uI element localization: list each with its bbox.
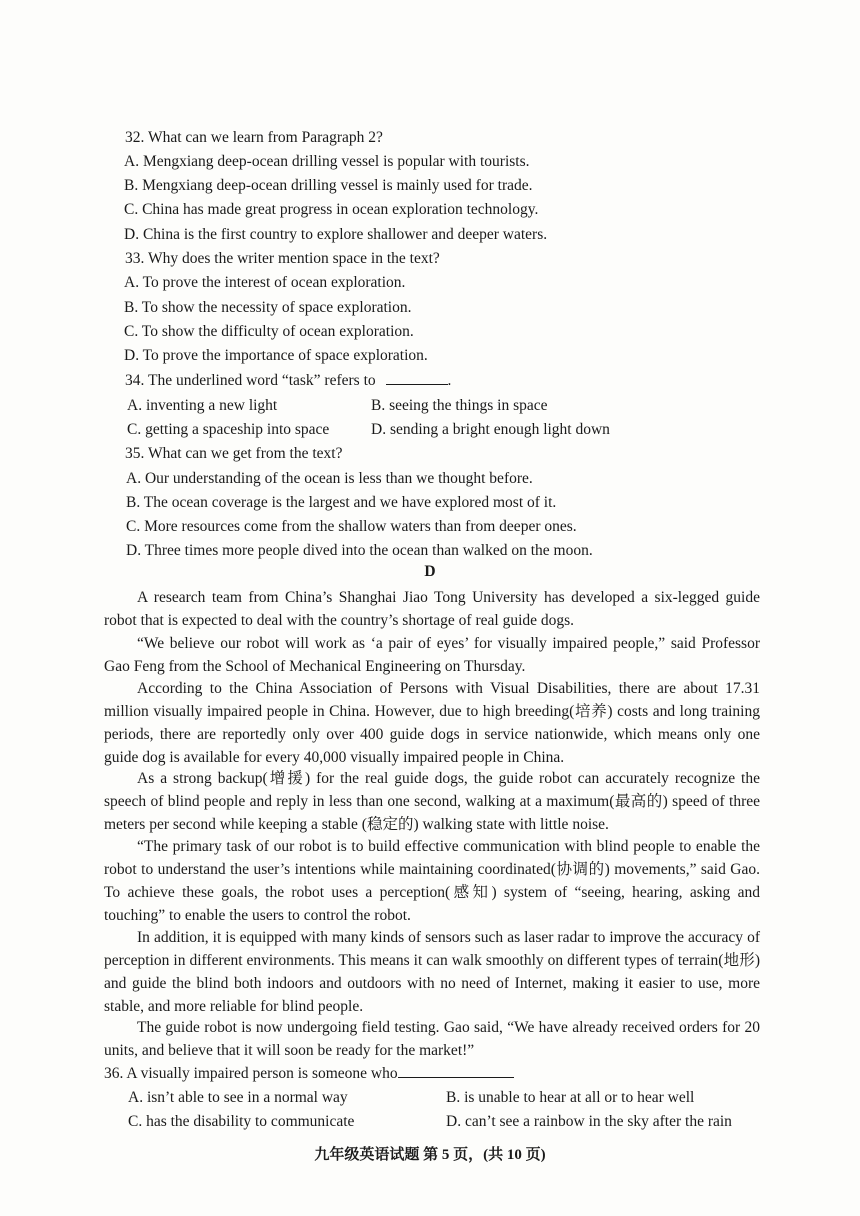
q34-option-b: B. seeing the things in space xyxy=(371,397,548,414)
passage-paragraph-3: According to the China Association of Persons with Visual Disabilities, there are about 17.31 million visually impaired people in China. However, due to high breeding(培养) costs and long training periods, there are reportedly only over 400 guide dogs in service nationwide, which means only one guide dog is available for every 40,000 visually impaired people in China. xyxy=(104,680,760,766)
answer-blank xyxy=(386,370,448,385)
passage-paragraph-1: A research team from China’s Shanghai Jiao Tong University has developed a six-legged guide robot that is expected to deal with the country’s shortage of real guide dogs. xyxy=(104,589,760,629)
passage-paragraph-6: In addition, it is equipped with many kinds of sensors such as laser radar to improve the accuracy of perception in different environments. This means it can walk smoothly on different types of terrain(地形) and guide the blind both indoors and outdoors with no need of Internet, making it easier to use, more stable, and more reliable for blind people. xyxy=(104,929,760,1015)
q36-option-c: C. has the disability to communicate xyxy=(128,1113,355,1130)
q34-option-d: D. sending a bright enough light down xyxy=(371,421,610,438)
section-heading: D xyxy=(424,563,436,580)
q35-option-d: D. Three times more people dived into the ocean than walked on the moon. xyxy=(126,542,593,559)
q36-stem-text: 36. A visually impaired person is someone who xyxy=(104,1065,398,1082)
q34-stem-end: . xyxy=(447,372,452,389)
q33-option-c: C. To show the difficulty of ocean exploration. xyxy=(124,323,414,340)
q36-option-b: B. is unable to hear at all or to hear well xyxy=(446,1089,695,1106)
page-footer: 九年级英语试题 第 5 页，(共 10 页) xyxy=(314,1147,546,1163)
q33-option-b: B. To show the necessity of space exploration. xyxy=(124,299,412,316)
q35-option-c: C. More resources come from the shallow waters than from deeper ones. xyxy=(126,518,577,535)
q32-option-a: A. Mengxiang deep-ocean drilling vessel is popular with tourists. xyxy=(124,153,530,170)
q36-option-d: D. can’t see a rainbow in the sky after the rain xyxy=(446,1113,732,1130)
q32-option-d: D. China is the first country to explore shallower and deeper waters. xyxy=(124,226,548,243)
answer-blank xyxy=(398,1063,514,1078)
q35-option-b: B. The ocean coverage is the largest and we have explored most of it. xyxy=(126,494,557,511)
q32-option-c: C. China has made great progress in ocean exploration technology. xyxy=(124,201,539,218)
q33-option-a: A. To prove the interest of ocean exploration. xyxy=(124,274,406,291)
q34-stem-text: 34. The underlined word “task” refers to xyxy=(125,372,376,389)
q34-option-a: A. inventing a new light xyxy=(127,397,278,414)
passage-paragraph-2: “We believe our robot will work as ‘a pair of eyes’ for visually impaired people,” said Professor Gao Feng from the School of Mechanical Engineering on Thursday. xyxy=(104,635,760,675)
question-32-stem: 32. What can we learn from Paragraph 2? xyxy=(125,129,383,146)
question-33-stem: 33. Why does the writer mention space in the text? xyxy=(125,250,440,267)
q34-option-c: C. getting a spaceship into space xyxy=(127,421,330,438)
q32-option-b: B. Mengxiang deep-ocean drilling vessel is mainly used for trade. xyxy=(124,177,533,194)
q35-option-a: A. Our understanding of the ocean is less than we thought before. xyxy=(126,470,533,487)
q33-option-d: D. To prove the importance of space exploration. xyxy=(124,347,428,364)
question-34-stem xyxy=(125,369,451,393)
passage-paragraph-5: “The primary task of our robot is to build effective communication with blind people to enable the robot to understand the user’s intentions while maintaining coordinated(协调的) movements,” said Gao. To achieve these goals, the robot uses a perception(感知) system of “seeing, hearing, asking and touching” to enable the users to control the robot. xyxy=(104,838,760,924)
passage-paragraph-7: The guide robot is now undergoing field testing. Gao said, “We have already received orders for 20 units, and believe that it will soon be ready for the market!” xyxy=(104,1019,760,1059)
passage-paragraph-4: As a strong backup(增援) for the real guide dogs, the guide robot can accurately recognize the speech of blind people and reply in less than one second, walking at a maximum(最高的) speed of three meters per second while keeping a stable (稳定的) walking state with little noise. xyxy=(104,770,760,833)
question-35-stem: 35. What can we get from the text? xyxy=(125,445,343,462)
question-36-stem xyxy=(104,1062,514,1086)
q36-option-a: A. isn’t able to see in a normal way xyxy=(128,1089,348,1106)
